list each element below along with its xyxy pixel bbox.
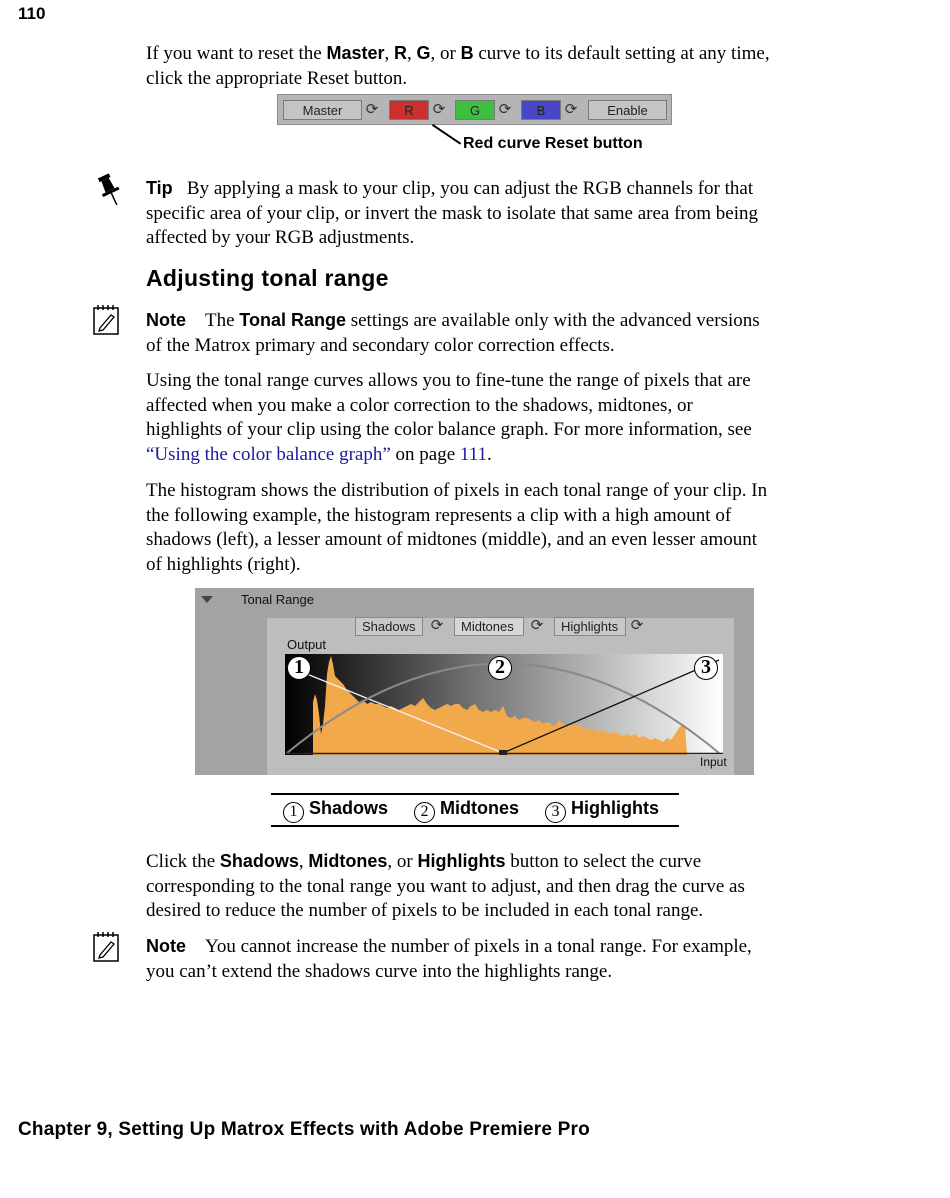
section-heading: Adjusting tonal range <box>146 265 389 291</box>
r-button[interactable]: R <box>389 100 429 120</box>
shadows-button[interactable]: Shadows <box>355 617 423 636</box>
b-button[interactable]: B <box>521 100 561 120</box>
enable-button[interactable]: Enable <box>588 100 667 120</box>
legend-shadows: 1 Shadows <box>283 798 388 823</box>
rgb-curve-button-strip <box>277 94 672 125</box>
tip-label: Tip <box>146 178 173 198</box>
highlights-reset-icon[interactable]: ⟳ <box>630 616 644 634</box>
note-label: Note <box>146 936 186 956</box>
midtones-button[interactable]: Midtones <box>454 617 524 636</box>
select-curve-paragraph: Click the Shadows, Midtones, or Highlights button to select the curve corresponding to the tonal range you want to adjust, and then drag the curve as desired to reduce the number of pixels to be included in each tonal range. <box>146 851 745 921</box>
tip-block: Tip By applying a mask to your clip, you can adjust the RGB channels for that specific area of your clip, or invert the mask to isolate that same area from being affected by your RGB adjustments. <box>146 178 758 248</box>
note-tonal-range: Note The Tonal Range settings are available only with the advanced versions of the Matrox primary and secondary color correction effects. <box>146 310 760 356</box>
highlights-button[interactable]: Highlights <box>554 617 626 636</box>
r-reset-icon[interactable]: ⟳ <box>432 100 446 118</box>
page-number: 110 <box>18 4 46 23</box>
marker-2: 2 <box>488 656 512 680</box>
tonal-range-panel <box>195 588 754 775</box>
chapter-footer: Chapter 9, Setting Up Matrox Effects with Adobe Premiere Pro <box>18 1119 590 1140</box>
midtones-reset-icon[interactable]: ⟳ <box>530 616 544 634</box>
note-label: Note <box>146 310 186 330</box>
curve-handle[interactable] <box>499 750 507 755</box>
master-reset-icon[interactable]: ⟳ <box>365 100 379 118</box>
reset-paragraph-line2: click the appropriate Reset button. <box>146 67 408 89</box>
reset-paragraph-line1: If you want to reset the Master, R, G, or B curve to its default setting at any time, <box>146 43 770 64</box>
note-icon <box>92 304 120 336</box>
red-reset-callout: Red curve Reset button <box>463 135 643 152</box>
collapse-triangle-icon[interactable] <box>201 596 213 603</box>
histogram-paragraph: The histogram shows the distribution of pixels in each tonal range of your clip. In the following example, the histogram represents a clip with a high amount of shadows (left), a lesser amount of midtones (middle), and an even lesser amount of highlights (right). <box>146 480 768 575</box>
g-button[interactable]: G <box>455 100 495 120</box>
tonal-curves-paragraph: Using the tonal range curves allows you to fine-tune the range of pixels that are affected when you make a color correction to the shadows, midtones, or highlights of your clip using the color balance graph. For more information, see “Using the color balance graph” on page 111. <box>146 370 752 465</box>
legend-highlights: 3 Highlights <box>545 798 659 823</box>
input-axis-label: Input <box>700 755 727 769</box>
reset-paragraph <box>146 41 846 91</box>
note-pixels: Note You cannot increase the number of pixels in a tonal range. For example, you can’t extend the shadows curve into the highlights range. <box>146 936 752 982</box>
note-icon <box>92 931 120 963</box>
marker-3: 3 <box>694 656 718 680</box>
tonal-legend <box>271 793 679 827</box>
tonal-range-title: Tonal Range <box>241 592 314 607</box>
g-reset-icon[interactable]: ⟳ <box>498 100 512 118</box>
pushpin-icon <box>98 172 124 208</box>
marker-1: 1 <box>287 656 311 680</box>
legend-midtones: 2 Midtones <box>414 798 519 823</box>
color-balance-graph-link[interactable]: “Using the color balance graph” <box>146 443 391 465</box>
page-111-link[interactable]: 111 <box>459 443 488 465</box>
callout-line <box>432 124 461 145</box>
b-reset-icon[interactable]: ⟳ <box>564 100 578 118</box>
master-button[interactable]: Master <box>283 100 362 120</box>
output-axis-label: Output <box>287 637 327 652</box>
shadows-reset-icon[interactable]: ⟳ <box>430 616 444 634</box>
